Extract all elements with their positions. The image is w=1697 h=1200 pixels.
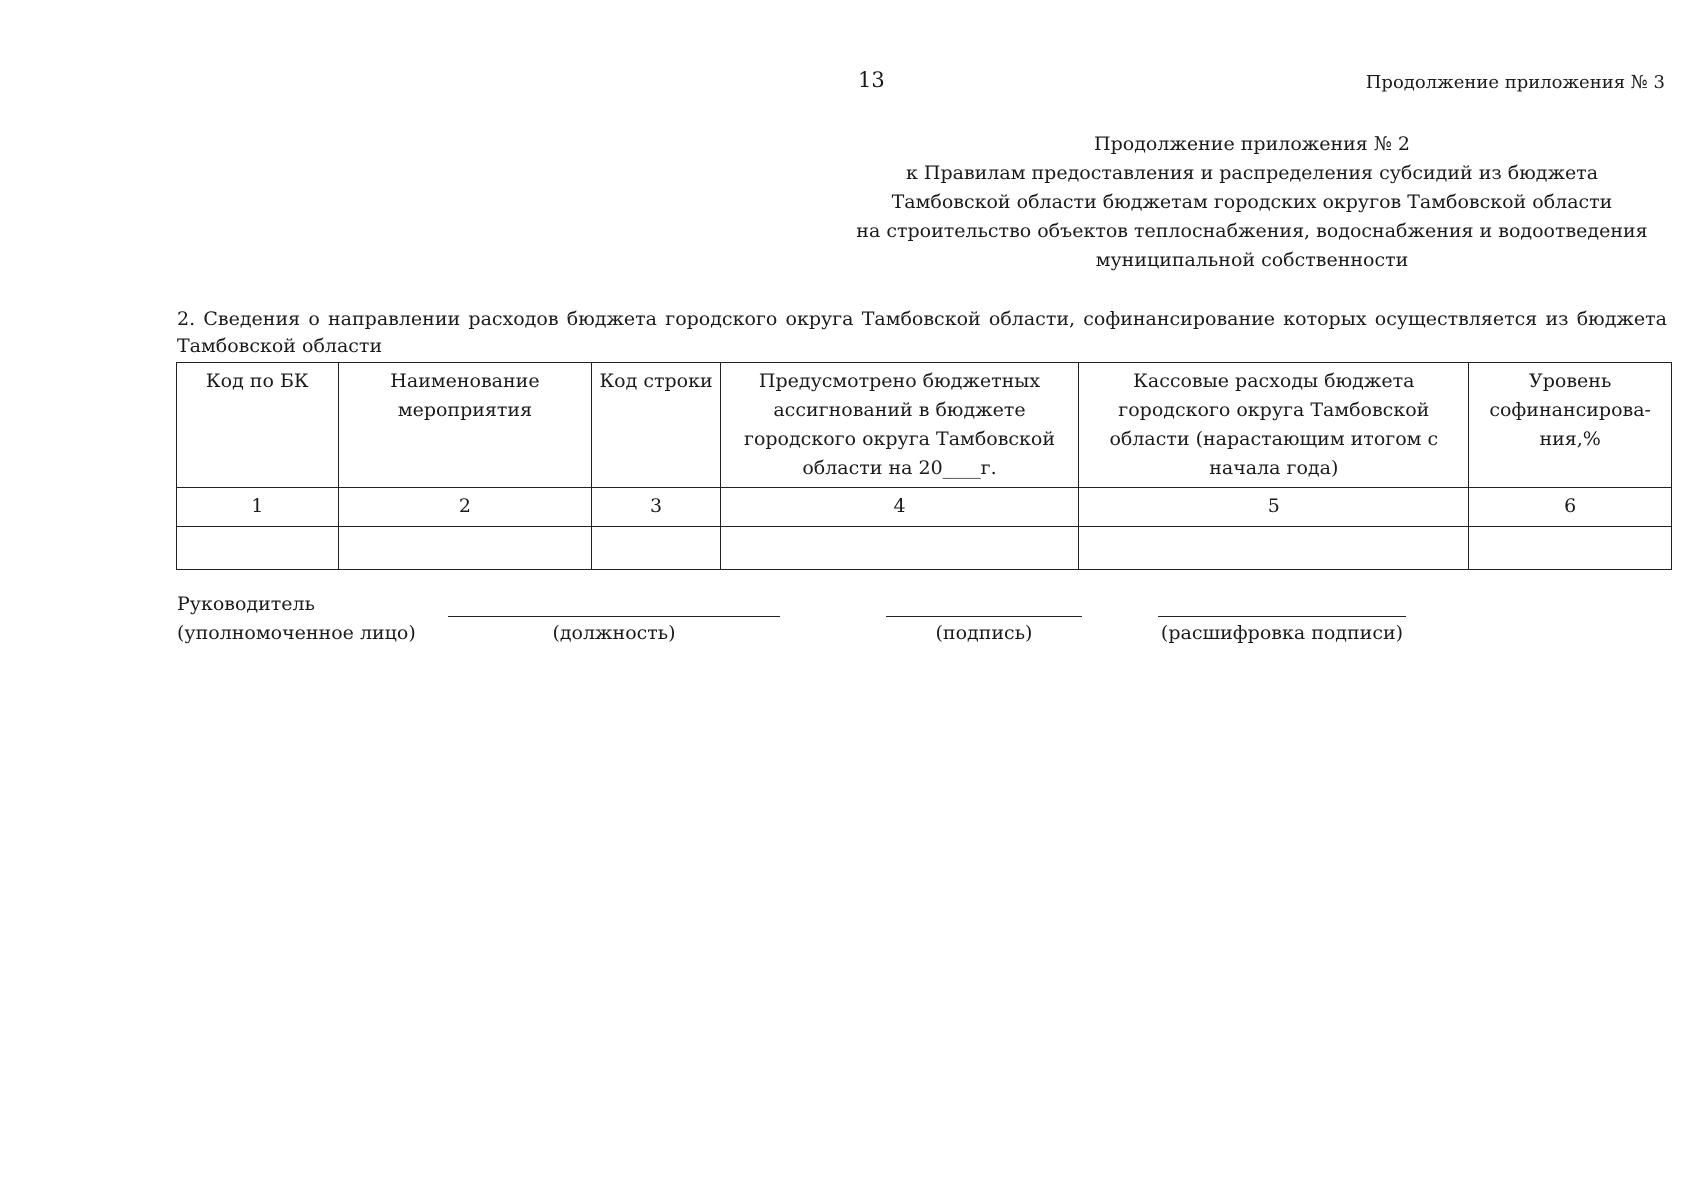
table-cell — [177, 527, 339, 570]
appendix-header-line: Тамбовской области бюджетам городских округов Тамбовской области — [891, 191, 1613, 213]
table-header-row — [177, 363, 1672, 488]
signature-block — [0, 590, 1697, 650]
page-number: 13 — [858, 68, 885, 92]
signer-subtitle: (уполномоченное лицо) — [177, 622, 416, 644]
appendix-header-line: к Правилам предоставления и распределения субсидий из бюджета — [905, 162, 1599, 184]
signature-line — [886, 616, 1082, 617]
signer-title: Руководитель — [177, 593, 315, 615]
column-number: 2 — [338, 488, 592, 527]
table-cell — [592, 527, 720, 570]
header-bk-code: Код по БК — [177, 363, 339, 488]
column-number: 3 — [592, 488, 720, 527]
header-event-name: Наименование мероприятия — [338, 363, 592, 488]
table-cell — [1469, 527, 1672, 570]
table-cell — [1079, 527, 1469, 570]
section-title: 2. Сведения о направлении расходов бюджета городского округа Тамбовской области, софинансирование которых осуществляется из бюджета Тамбовской области — [177, 308, 1667, 357]
column-number: 6 — [1469, 488, 1672, 527]
header-cash-expenses: Кассовые расходы бюджета городского округа Тамбовской области (нарастающим итогом с начала года) — [1079, 363, 1469, 488]
header-line-code: Код строки — [592, 363, 720, 488]
header-planned-allocations: Предусмотрено бюджетных ассигнований в бюджете городского округа Тамбовской области на 20____г. — [720, 363, 1079, 488]
column-number: 4 — [720, 488, 1079, 527]
continuation-label: Продолжение приложения № 3 — [1365, 72, 1665, 93]
column-number: 1 — [177, 488, 339, 527]
position-caption: (должность) — [552, 622, 676, 644]
table-row-empty — [177, 527, 1672, 570]
appendix-header-line: на строительство объектов теплоснабжения, водоснабжения и водоотведения — [856, 220, 1648, 242]
appendix-header — [852, 130, 1652, 275]
table-row-column-numbers — [177, 488, 1672, 527]
appendix-header-line: муниципальной собственности — [1095, 249, 1409, 271]
appendix-header-line: Продолжение приложения № 2 — [1094, 133, 1410, 155]
decoding-caption: (расшифровка подписи) — [1160, 622, 1404, 644]
position-signature-line — [448, 616, 780, 617]
table-cell — [720, 527, 1079, 570]
table-cell — [338, 527, 592, 570]
signature-caption: (подпись) — [935, 622, 1033, 644]
decoding-signature-line — [1158, 616, 1406, 617]
signer-label — [177, 590, 416, 648]
expenses-table — [176, 362, 1672, 570]
header-cofinancing-level: Уровень софинансирова-ния,% — [1469, 363, 1672, 488]
column-number: 5 — [1079, 488, 1469, 527]
